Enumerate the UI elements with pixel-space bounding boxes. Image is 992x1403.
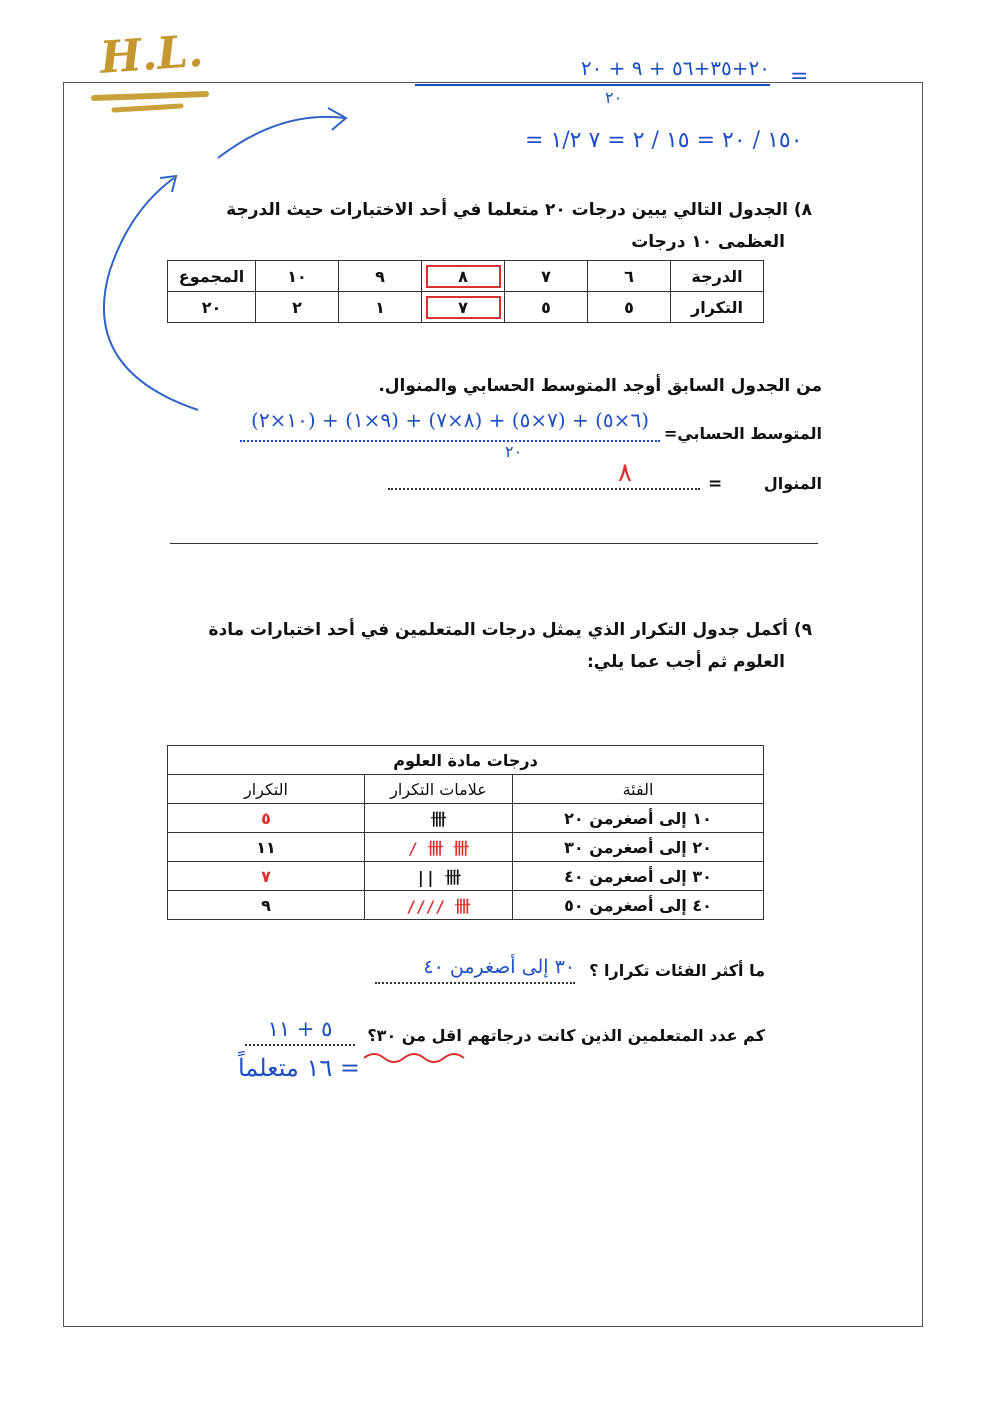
table-row — [168, 862, 764, 891]
table-row — [168, 833, 764, 862]
table-cell-highlighted: ٨ — [422, 261, 505, 292]
top-work-numerator: ٢٠+٣٥+٥٦ + ٩ + ٢٠ — [580, 56, 770, 80]
header-tally: علامات التكرار — [365, 775, 513, 804]
table-cell: المجموع — [168, 261, 256, 292]
tally-cell: 卌 — [365, 804, 513, 833]
tally-cell: 卌 //// — [365, 891, 513, 920]
table-cell: ٦ — [588, 261, 671, 292]
table-cell: ٧ — [505, 261, 588, 292]
q9-table — [167, 745, 764, 920]
tally-cell: 卌 || — [365, 862, 513, 891]
q9-title-line1: ٩) أكمل جدول التكرار الذي يمثل درجات المتعلمين في أحد اختبارات مادة — [208, 620, 812, 640]
frequency-cell: ٩ — [168, 891, 365, 920]
table-cell: ٢٠ — [168, 292, 256, 323]
section-divider — [170, 543, 818, 544]
top-work-equals: = — [790, 64, 809, 89]
top-work-simplify: = ١٥٠ / ٢٠ = ١٥ / ٢ = ٧ ١/٢ — [525, 128, 803, 153]
q9-title-line2: العلوم ثم أجب عما يلي: — [586, 652, 785, 672]
hl-logo-text: H.L. — [98, 25, 205, 84]
q8-title-line2: العظمى ١٠ درجات — [631, 232, 785, 252]
mode-label: المنوال — [763, 474, 822, 493]
category-cell: ٣٠ إلى أصغرمن ٤٠ — [513, 862, 764, 891]
table-row — [168, 804, 764, 833]
table-cell: ٥ — [505, 292, 588, 323]
table-row — [168, 292, 764, 323]
table-caption: درجات مادة العلوم — [168, 746, 764, 775]
mode-answer-line — [388, 488, 700, 490]
mode-answer: ٨ — [618, 458, 632, 488]
mode-equals: = — [708, 474, 723, 494]
question1: ما أكثر الفئات تكرارا ؟ — [589, 961, 765, 980]
frequency-answer: ٥ — [261, 808, 271, 828]
mean-work-numerator: (٦×٥) + (٧×٥) + (٨×٧) + (٩×١) + (١٠×٢) — [251, 408, 649, 432]
frequency-answer: ٧ — [261, 866, 271, 886]
q8-instruction: من الجدول السابق أوجد المتوسط الحسابي والمنوال. — [378, 376, 822, 396]
answer2-result: = ١٦ متعلماً — [238, 1054, 360, 1082]
top-work-denominator: ٢٠ — [605, 88, 623, 107]
q8-title-line1: ٨) الجدول التالي يبين درجات ٢٠ متعلما في أحد الاختبارات حيث الدرجة — [226, 200, 812, 220]
table-cell: الدرجة — [671, 261, 764, 292]
mean-fraction-line — [240, 440, 660, 442]
q8-table — [167, 260, 764, 323]
table-cell-highlighted: ٧ — [422, 292, 505, 323]
tally-cell: 卌 卌 / — [365, 833, 513, 862]
header-category: الفئة — [513, 775, 764, 804]
frequency-cell — [168, 804, 365, 833]
table-header-row — [168, 775, 764, 804]
top-work-fraction-line — [415, 84, 770, 86]
table-cell: ١٠ — [256, 261, 339, 292]
table-cell: ٢ — [256, 292, 339, 323]
red-squiggle-icon — [360, 1048, 470, 1068]
table-cell: ١ — [339, 292, 422, 323]
answer1: ٣٠ إلى أصغرمن ٤٠ — [375, 952, 575, 984]
mean-label: المتوسط الحسابي= — [663, 424, 822, 443]
frequency-cell: ١١ — [168, 833, 365, 862]
table-cell: ٩ — [339, 261, 422, 292]
table-cell: ٥ — [588, 292, 671, 323]
table-row — [168, 891, 764, 920]
table-caption-row — [168, 746, 764, 775]
mean-work-denominator: ٢٠ — [505, 442, 523, 461]
frequency-cell — [168, 862, 365, 891]
answer2: ٥ + ١١ — [245, 1014, 355, 1046]
category-cell: ١٠ إلى أصغرمن ٢٠ — [513, 804, 764, 833]
table-cell: التكرار — [671, 292, 764, 323]
header-frequency: التكرار — [168, 775, 365, 804]
table-row — [168, 261, 764, 292]
question2: كم عدد المتعلمين الذين كانت درجاتهم اقل من ٣٠؟ — [367, 1026, 765, 1045]
category-cell: ٤٠ إلى أصغرمن ٥٠ — [513, 891, 764, 920]
category-cell: ٢٠ إلى أصغرمن ٣٠ — [513, 833, 764, 862]
